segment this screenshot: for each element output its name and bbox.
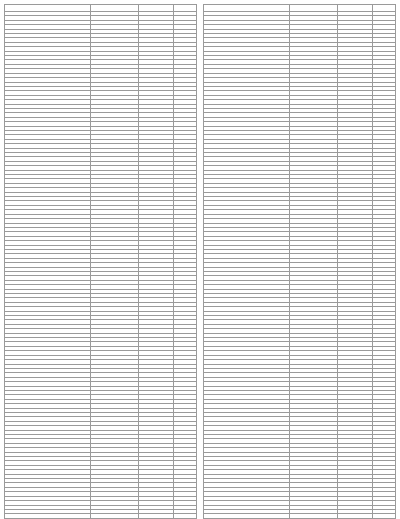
table-cell: [91, 514, 139, 518]
column-header: [338, 5, 373, 12]
table-cell: [338, 514, 373, 518]
column-header: [173, 5, 196, 12]
table-cell: [173, 514, 196, 518]
table-header-row: [5, 5, 197, 12]
table-header-row: [204, 5, 396, 12]
table-cell: [290, 514, 338, 518]
column-header: [91, 5, 139, 12]
column-header: [139, 5, 174, 12]
right-table: [203, 4, 396, 519]
column-header: [290, 5, 338, 12]
table-body: [5, 12, 197, 519]
column-header: [5, 5, 91, 12]
table-cell: [139, 514, 174, 518]
column-header: [372, 5, 395, 12]
table-cell: [5, 514, 91, 518]
column-header: [204, 5, 290, 12]
table-row: [204, 514, 396, 518]
table-body: [204, 12, 396, 519]
table-cell: [204, 514, 290, 518]
table-cell: [372, 514, 395, 518]
table-row: [5, 514, 197, 518]
left-table: [4, 4, 197, 519]
